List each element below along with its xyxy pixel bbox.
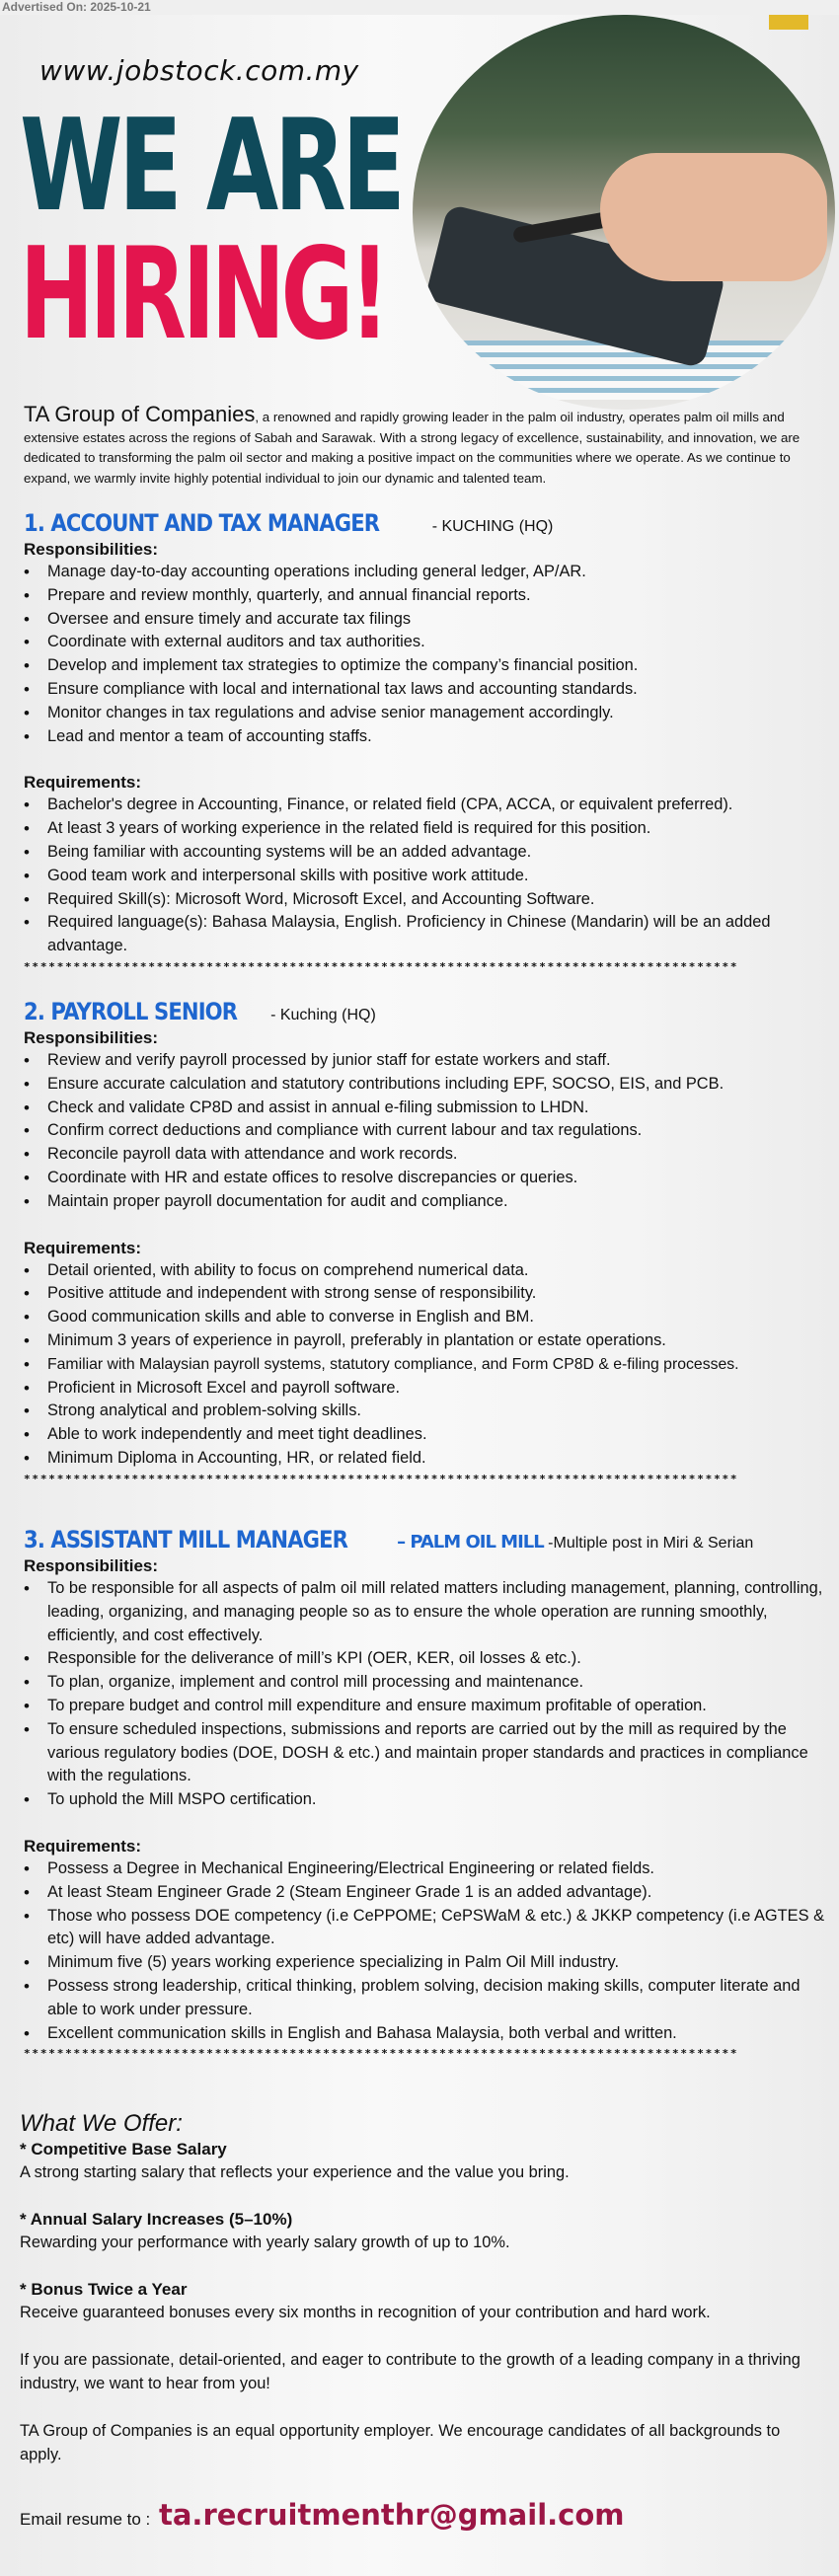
email-link[interactable]: ta.recruitmenthr@gmail.com (159, 2498, 625, 2532)
contact-line (20, 2498, 624, 2532)
list-item: • Reconcile payroll data with attendance and work records. (24, 1143, 833, 1167)
responsibilities-label: Responsibilities: (24, 540, 159, 559)
job-title: 3. ASSISTANT MILL MANAGER (24, 1526, 348, 1553)
requirements-label: Requirements: (24, 1836, 142, 1856)
calculator-photo (413, 15, 835, 410)
job-subtitle: – PALM OIL MILL (391, 1532, 544, 1553)
advertised-date: Advertised On: 2025-10-21 (0, 0, 839, 15)
job-2 (24, 997, 833, 1488)
list-item: • Required Skill(s): Microsoft Word, Microsoft Excel, and Accounting Software. (24, 888, 833, 912)
requirements-label: Requirements: (24, 1238, 142, 1257)
responsibilities-list (24, 561, 833, 748)
list-item: • To plan, organize, implement and control mill processing and maintenance. (24, 1671, 833, 1695)
offer-title: * Competitive Base Salary (20, 2140, 227, 2159)
job-1 (24, 508, 833, 976)
hero-we-are: WE ARE (20, 93, 402, 240)
list-item: • To ensure scheduled inspections, submissions and reports are carried out by the mill as required by the various regulatory bodies (DOE, DOSH & etc.) and maintain proper standards and practices in compliance with the regulations. (24, 1718, 833, 1788)
list-item: • Required language(s): Bahasa Malaysia, English. Proficiency in Chinese (Mandarin) will be an added advantage. (24, 911, 833, 958)
list-item: • Review and verify payroll processed by junior staff for estate workers and staff. (24, 1049, 833, 1073)
list-item: • Possess strong leadership, critical thinking, problem solving, decision making skills, computer literate and able to work under pressure. (24, 1975, 833, 2022)
list-item: • Maintain proper payroll documentation for audit and compliance. (24, 1190, 833, 1214)
list-item: • Prepare and review monthly, quarterly, and annual financial reports. (24, 584, 833, 608)
closing-text: If you are passionate, detail-oriented, and eager to contribute to the growth of a leading company in a thriving industry, we want to hear from you! (20, 2351, 801, 2392)
requirements-list (24, 1259, 833, 1471)
offer-title: * Annual Salary Increases (5–10%) (20, 2210, 293, 2229)
list-item: • Responsible for the deliverance of mill’s KPI (OER, KER, oil losses & etc.). (24, 1647, 833, 1671)
responsibilities-label: Responsibilities: (24, 1028, 159, 1047)
list-item: • Oversee and ensure timely and accurate tax filings (24, 608, 833, 632)
list-item: • Ensure accurate calculation and statutory contributions including EPF, SOCSO, EIS, and PCB. (24, 1073, 833, 1097)
offer-title: * Bonus Twice a Year (20, 2280, 188, 2299)
list-item: • Possess a Degree in Mechanical Engineering/Electrical Engineering or related fields. (24, 1857, 833, 1881)
requirements-label: Requirements: (24, 773, 142, 793)
list-item: • Confirm correct deductions and compliance with current labour and tax regulations. (24, 1119, 833, 1143)
responsibilities-list (24, 1049, 833, 1214)
list-item: • Minimum Diploma in Accounting, HR, or related field. (24, 1447, 833, 1471)
list-item: • Familiar with Malaysian payroll systems, statutory compliance, and Form CP8D & e-filing processes. (24, 1353, 833, 1377)
list-item: • Able to work independently and meet tight deadlines. (24, 1423, 833, 1447)
requirements-list (24, 1857, 833, 2045)
offer-heading: What We Offer: (20, 2110, 183, 2137)
job-location: - Kuching (HQ) (266, 1007, 376, 1023)
list-item: • Strong analytical and problem-solving skills. (24, 1400, 833, 1423)
list-item: • To uphold the Mill MSPO certification. (24, 1788, 833, 1812)
list-item: • Lead and mentor a team of accounting staffs. (24, 725, 833, 749)
list-item: • At least Steam Engineer Grade 2 (Steam Engineer Grade 1 is an added advantage). (24, 1881, 833, 1905)
offer-text: Rewarding your performance with yearly salary growth of up to 10%. (20, 2234, 510, 2251)
list-item: • Coordinate with HR and estate offices to resolve discrepancies or queries. (24, 1167, 833, 1190)
intro-text: , a renowned and rapidly growing leader in the palm oil industry, operates palm oil mills and extensive estates across the regions of Sabah and Sarawak. With a strong legacy of excellence, sustainability, and innovation, we are dedicated to transforming the palm oil sector and making a positive impact on the communities where we operate. As we continue to expand, we warmly invite highly potential individual to join our dynamic and talented team. (24, 410, 801, 486)
list-item: • Minimum 3 years of experience in payroll, preferably in plantation or estate operations. (24, 1329, 833, 1353)
job-title: 2. PAYROLL SENIOR (24, 998, 238, 1025)
list-item: • Those who possess DOE competency (i.e CePPOME; CePSWaM & etc.) & JKKP competency (i.e AGTES & etc) will have added advantage. (24, 1905, 833, 1952)
list-item: • Good communication skills and able to converse in English and BM. (24, 1306, 833, 1329)
what-we-offer (20, 2110, 829, 2466)
hero-hiring: HIRING! (20, 221, 386, 368)
responsibilities-list (24, 1577, 833, 1812)
list-item: • Excellent communication skills in English and Bahasa Malaysia, both verbal and written. (24, 2022, 833, 2046)
responsibilities-label: Responsibilities: (24, 1556, 159, 1575)
list-item: • Monitor changes in tax regulations and advise senior management accordingly. (24, 702, 833, 725)
email-label: Email resume to : (20, 2510, 151, 2529)
list-item: • To prepare budget and control mill expenditure and ensure maximum profitable of operation. (24, 1695, 833, 1718)
job-3 (24, 1525, 833, 2063)
list-item: • Ensure compliance with local and international tax laws and accounting standards. (24, 678, 833, 702)
list-item: • At least 3 years of working experience in the related field is required for this position. (24, 817, 833, 841)
list-item: • To be responsible for all aspects of palm oil mill related matters including management, planning, controlling, leading, organizing, and managing people so as to ensure the whole operation are running smoothly, efficiently, and cost effectively. (24, 1577, 833, 1647)
gold-accent (769, 15, 808, 30)
list-item: • Check and validate CP8D and assist in annual e-filing submission to LHDN. (24, 1097, 833, 1120)
job-location: -Multiple post in Miri & Serian (543, 1535, 754, 1552)
list-item: • Coordinate with external auditors and tax authorities. (24, 631, 833, 654)
list-item: • Positive attitude and independent with strong sense of responsibility. (24, 1282, 833, 1306)
divider: ************************************************************************************** (24, 959, 739, 973)
list-item: • Detail oriented, with ability to focus on comprehend numerical data. (24, 1259, 833, 1283)
offer-text: A strong starting salary that reflects your experience and the value you bring. (20, 2163, 570, 2181)
company-intro (24, 402, 813, 489)
list-item: • Develop and implement tax strategies to optimize the company’s financial position. (24, 654, 833, 678)
list-item: • Proficient in Microsoft Excel and payroll software. (24, 1377, 833, 1401)
company-name: TA Group of Companies (24, 402, 256, 426)
job-poster (0, 15, 839, 2576)
job-title: 1. ACCOUNT AND TAX MANAGER (24, 509, 380, 537)
list-item: • Manage day-to-day accounting operations including general ledger, AP/AR. (24, 561, 833, 584)
hand-image (600, 153, 827, 281)
divider: ************************************************************************************** (24, 2047, 739, 2061)
divider: ************************************************************************************** (24, 1472, 739, 1485)
list-item: • Minimum five (5) years working experience specializing in Palm Oil Mill industry. (24, 1951, 833, 1975)
list-item: • Being familiar with accounting systems will be an added advantage. (24, 841, 833, 865)
offer-text: Receive guaranteed bonuses every six months in recognition of your contribution and hard work. (20, 2304, 711, 2321)
requirements-list (24, 794, 833, 958)
website-url[interactable]: www.jobstock.com.my (39, 54, 359, 87)
job-location: - KUCHING (HQ) (427, 518, 554, 535)
list-item: • Bachelor's degree in Accounting, Finance, or related field (CPA, ACCA, or equivalent preferred). (24, 794, 833, 817)
equal-opportunity-text: TA Group of Companies is an equal opportunity employer. We encourage candidates of all backgrounds to apply. (20, 2422, 781, 2463)
list-item: • Good team work and interpersonal skills with positive work attitude. (24, 865, 833, 888)
